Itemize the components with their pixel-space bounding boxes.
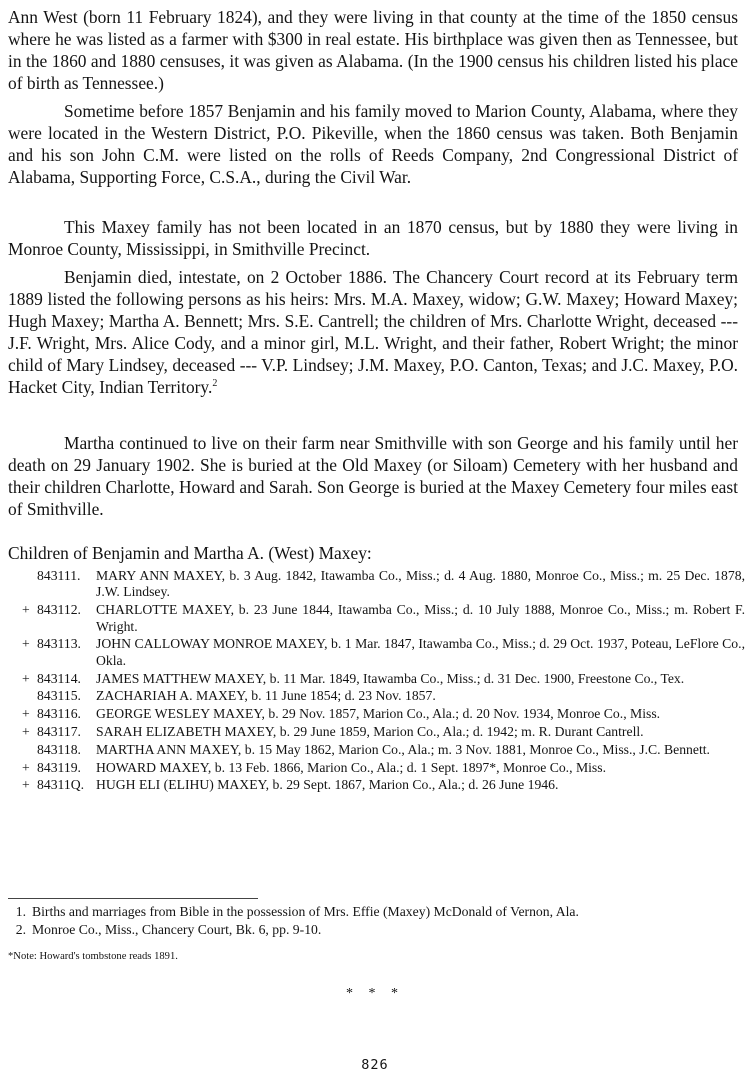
paragraph-heirs <box>8 266 738 398</box>
child-details: HOWARD MAXEY, b. 13 Feb. 1866, Marion Co., Ala.; d. 1 Sept. 1897*, Monroe Co., Miss. <box>96 759 606 775</box>
child-details: GEORGE WESLEY MAXEY, b. 29 Nov. 1857, Marion Co., Ala.; d. 20 Nov. 1934, Monroe Co., Miss. <box>96 706 661 722</box>
footnote-text: Monroe Co., Miss., Chancery Court, Bk. 6, pp. 9-10. <box>32 922 322 937</box>
descendant-marker: + <box>22 636 30 652</box>
descendant-marker: + <box>22 759 30 775</box>
footnote-divider <box>8 898 258 899</box>
child-entry <box>0 706 745 722</box>
child-details: JOHN CALLOWAY MONROE MAXEY, b. 1 Mar. 1847, Itawamba Co., Miss.; d. 29 Oct. 1937, Poteau, LeFlore Co., Okla. <box>96 636 745 668</box>
paragraph-monroe-county: This Maxey family has not been located in an 1870 census, but by 1880 they were living in Monroe County, Mississippi, in Smithville Precinct. <box>8 217 738 259</box>
child-number: 843116. <box>37 706 81 722</box>
child-details: MARY ANN MAXEY, b. 3 Aug. 1842, Itawamba Co., Miss.; d. 4 Aug. 1880, Monroe Co., Miss.; m. 25 Dec. 1878, J.W. Lindsey. <box>96 568 745 600</box>
paragraph-martha-death: Martha continued to live on their farm near Smithville with son George and his family until her death on 29 January 1902. She is buried at the Old Maxey (or Siloam) Cemetery with her husband and their children Charlotte, Howard and Sarah. Son George is buried at the Maxey Cemetery four miles east of Smithville. <box>8 433 738 519</box>
page-number: 826 <box>361 1057 389 1073</box>
footnote-number: 1. <box>15 904 26 919</box>
footnote-text: Births and marriages from Bible in the possession of Mrs. Effie (Maxey) McDonald of Vernon, Ala. <box>32 904 579 919</box>
footnote-reference: 2 <box>212 378 218 390</box>
descendant-marker: + <box>22 777 30 793</box>
child-number: 843115. <box>37 688 81 704</box>
descendant-marker: + <box>22 724 30 739</box>
child-number: 843117. <box>37 724 81 739</box>
child-details: MARTHA ANN MAXEY, b. 15 May 1862, Marion Co., Ala.; m. 3 Nov. 1881, Monroe Co., Miss., J.C. Bennett. <box>96 741 710 757</box>
paragraph-heirs-text: Benjamin died, intestate, on 2 October 1886. The Chancery Court record at its February term 1889 listed the following persons as his heirs: Mrs. M.A. Maxey, widow; G.W. Maxey; Howard Maxey; Hugh Maxey; Martha A. Bennett; Mrs. S.E. Cantrell; the children of Mrs. Charlotte Wright, deceased --- J.F. Wright, Mrs. Alice Cody, and a minor girl, M.L. Wright, and their father, Robert Wright; the minor child of Mary Lindsey, deceased --- V.P. Lindsey; J.M. Maxey, P.O. Canton, Texas; and J.C. Maxey, P.O. Hacket City, Indian Territory. <box>8 267 738 397</box>
children-heading: Children of Benjamin and Martha A. (West) Maxey: <box>8 543 372 563</box>
descendant-marker: + <box>22 602 30 618</box>
footnote <box>8 922 321 938</box>
child-entry <box>0 568 745 601</box>
section-separator: * * * <box>346 986 404 1001</box>
child-details: ZACHARIAH A. MAXEY, b. 11 June 1854; d. 23 Nov. 1857. <box>96 688 436 704</box>
child-entry <box>0 724 745 740</box>
child-entry <box>0 671 745 687</box>
descendant-marker: + <box>22 670 30 686</box>
footnote-number: 2. <box>15 922 26 937</box>
child-entry <box>0 777 745 793</box>
child-details: SARAH ELIZABETH MAXEY, b. 29 June 1859, Marion Co., Ala.; d. 1942; m. R. Durant Cantrell. <box>96 724 644 739</box>
child-number: 843119. <box>37 759 81 775</box>
child-number: 843118. <box>37 741 81 757</box>
child-details: CHARLOTTE MAXEY, b. 23 June 1844, Itawamba Co., Miss.; d. 10 July 1888, Monroe Co., Miss.; m. Robert F. Wright. <box>96 602 745 634</box>
child-entry <box>0 602 745 635</box>
tombstone-note: *Note: Howard's tombstone reads 1891. <box>8 951 178 962</box>
child-number: 843113. <box>37 636 81 652</box>
child-number: 84311Q. <box>37 777 85 793</box>
child-details: JAMES MATTHEW MAXEY, b. 11 Mar. 1849, Itawamba Co., Miss.; d. 31 Dec. 1900, Freestone Co., Tex. <box>96 670 685 686</box>
child-details: HUGH ELI (ELIHU) MAXEY, b. 29 Sept. 1867, Marion Co., Ala.; d. 26 June 1946. <box>96 777 559 793</box>
child-entry <box>0 636 745 669</box>
child-number: 843111. <box>37 568 81 583</box>
paragraph-census: Ann West (born 11 February 1824), and they were living in that county at the time of the 1850 census where he was listed as a farmer with $300 in real estate. His birthplace was given then as Tennessee, but in the 1860 and 1880 censuses, it was given as Alabama. (In the 1900 census his children listed his place of birth as Tennessee.) <box>8 7 738 93</box>
descendant-marker: + <box>22 706 30 722</box>
child-entry <box>0 742 745 758</box>
footnote <box>8 904 579 920</box>
child-entry <box>0 688 745 704</box>
child-number: 843112. <box>37 602 81 618</box>
child-entry <box>0 760 745 776</box>
child-number: 843114. <box>37 670 81 686</box>
children-list <box>0 568 745 795</box>
paragraph-marion-county: Sometime before 1857 Benjamin and his family moved to Marion County, Alabama, where they were located in the Western District, P.O. Pikeville, when the 1860 census was taken. Both Benjamin and his son John C.M. were listed on the rolls of Reeds Company, 2nd Congressional District of Alabama, Supporting Force, C.S.A., during the Civil War. <box>8 101 738 187</box>
